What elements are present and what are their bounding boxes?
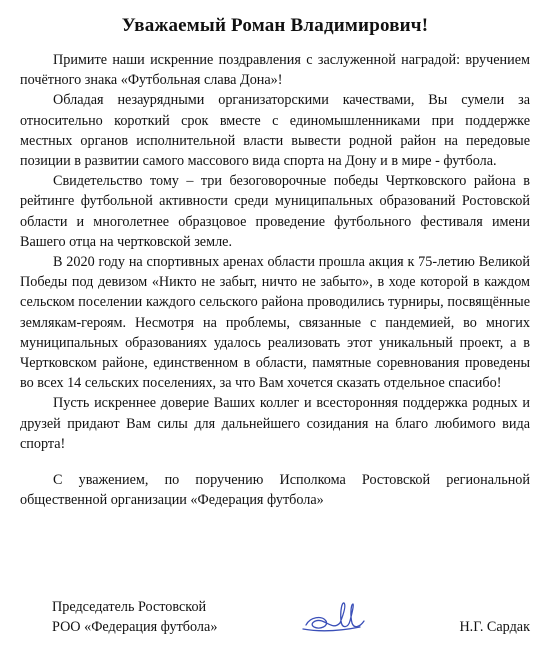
greeting: Уважаемый Роман Владимирович!: [121, 15, 429, 36]
signatory-position-line2: РОО «Федерация футбола»: [52, 619, 218, 635]
paragraph-evidence: Свидетельство тому – три безоговорочные победы Чертковского района в рейтинге футбольной активности среди муниципальных образований Ростовской области и многолетнее образцовое проведение футбольного фестиваля имени Вашего отца на чертковской земле.: [20, 173, 530, 250]
closing-text: С уважением, по поручению Исполкома Ростовской региональной общественной организации «Федерация футбола»: [20, 472, 530, 509]
signatory-name: Н.Г. Сардак: [459, 619, 530, 635]
handwritten-signature-icon: [300, 599, 370, 639]
paragraph-congratulations: Примите наши искренние поздравления с заслуженной наградой: вручением почётного знака «Футбольная слава Дона»!: [20, 52, 530, 89]
signatory-position: [52, 597, 217, 637]
paragraph-wishes: Пусть искреннее доверие Ваших коллег и всесторонняя поддержка родных и друзей придают Вам силы для дальнейшего созидания на благо любимого вида спорта!: [20, 395, 530, 452]
paragraph-achievements: Обладая незаурядными организаторскими качествами, Вы сумели за относительно короткий срок вместе с единомышленниками при поддержке местных органов исполнительной власти вывести родной район на передовые позиции в развитии самого массового вида спорта на Дону и в мире - футбола.: [20, 92, 530, 170]
paragraph-victory-action: В 2020 году на спортивных аренах области прошла акция к 75-летию Великой Победы под девизом «Никто не забыт, ничто не забыто», в ходе которой в каждом сельском поселении каждого сельского района проводились турниры, посвящённые землякам-героям. Несмотря на проблемы, связанные с пандемией, во многих муниципальных образованиях удалось реализовать этот уникальный проект, а в Чертковском районе, единственном в области, памятные соревнования проведены во всех 14 сельских поселениях, за что Вам хочется сказать отдельное спасибо!: [20, 254, 530, 392]
signature-block: [52, 597, 530, 645]
signatory-position-line1: Председатель Ростовской: [52, 599, 207, 615]
letter: [20, 14, 530, 510]
